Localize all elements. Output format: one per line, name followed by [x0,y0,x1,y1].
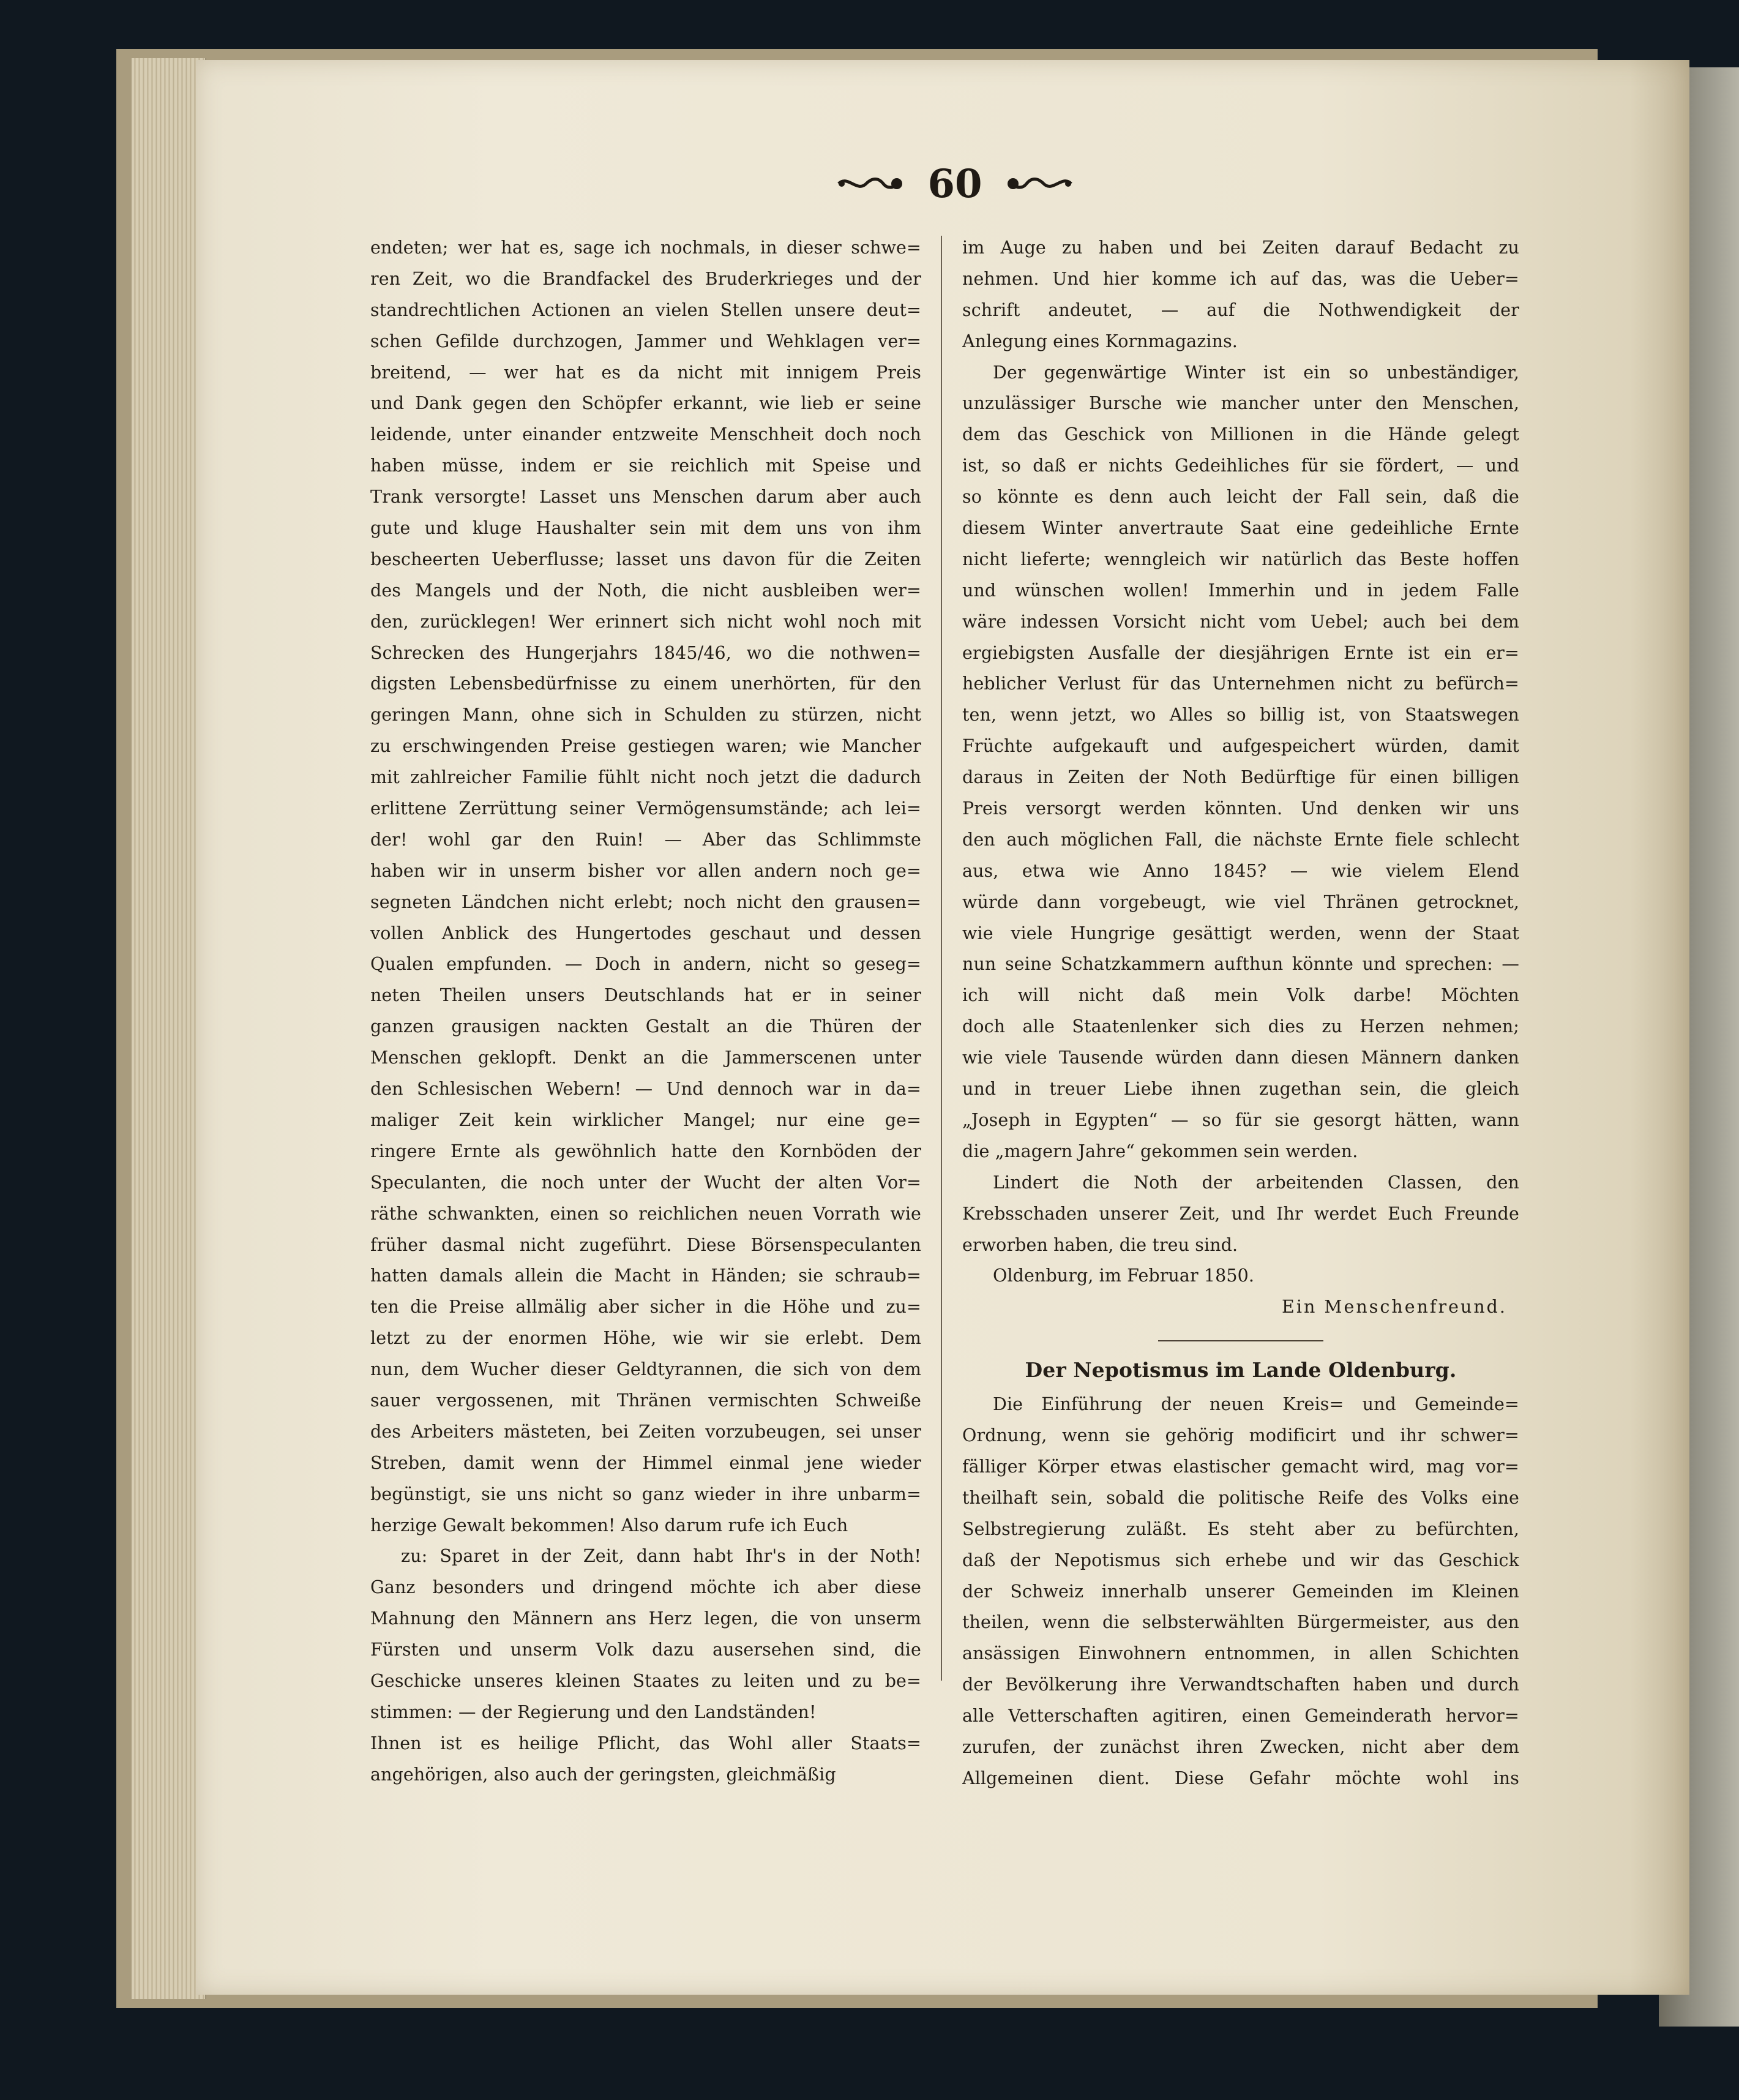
text-line: Schrecken des Hungerjahrs 1845/46, wo die nothwen= [370,642,921,663]
text-line: aus, etwa wie Anno 1845? — wie vielem Elend [962,860,1519,881]
text-line: angehörigen, also auch der geringsten, gleichmäßig [370,1764,836,1785]
text-line: standrechtlichen Actionen an vielen Stellen unsere deut= [370,299,921,320]
text-line: nicht lieferte; wenngleich wir natürlich das Beste hoffen [962,549,1519,569]
text-line: Fürsten und unserm Volk dazu ausersehen sind, die [370,1640,921,1660]
text-line: daß der Nepotismus sich erhebe und wir das Geschick [962,1550,1519,1570]
text-line: ansässigen Einwohnern entnommen, in allen Schichten [962,1643,1519,1664]
text-line: zu erschwingenden Preise gestiegen waren; wie Mancher [370,736,921,757]
text-line: hatten damals allein die Macht in Händen; sie schraub= [370,1266,921,1286]
text-line: wie viele Tausende würden dann diesen Männern danken [962,1048,1519,1068]
text-line: schen Gefilde durchzogen, Jammer und Wehklagen ver= [370,331,921,351]
text-line: Mahnung den Männern ans Herz legen, die von unserm [370,1608,921,1629]
text-line: doch alle Staatenlenker sich dies zu Herzen nehmen; [962,1016,1519,1037]
text-line: endeten; wer hat es, sage ich nochmals, in dieser schwe= [370,238,921,258]
text-line: und wünschen wollen! Immerhin und in jedem Falle [962,580,1519,601]
text-line: und in treuer Liebe ihnen zugethan sein, die gleich [962,1079,1519,1100]
text-line: den auch möglichen Fall, die nächste Ernte fiele schlecht [962,829,1519,850]
left-text-column [370,233,921,1791]
text-line: Anlegung eines Kornmagazins. [962,331,1238,351]
text-line: im Auge zu haben und bei Zeiten darauf Bedacht zu [962,238,1519,258]
text-line: Streben, damit wenn der Himmel einmal jene wieder [370,1452,921,1473]
text-line: bescheerten Ueberflusse; lasset uns davon für die Zeiten [370,549,921,569]
kornmagazin-article-text [962,233,1519,1261]
text-line: ergiebigsten Ausfalle der diesjährigen Ernte ist ein er= [962,642,1519,663]
text-line: segneten Ländchen nicht erlebt; noch nicht den grausen= [370,891,921,912]
text-line: Qualen empfunden. — Doch in andern, nicht so geseg= [370,954,921,975]
text-line: breitend, — wer hat es da nicht mit innigem Preis [370,362,921,383]
text-line: theilhaft sein, sobald die politische Reife des Volks eine [962,1487,1519,1508]
text-line: des Arbeiters mästeten, bei Zeiten vorzubeugen, sei unser [370,1421,921,1442]
text-line: erlittene Zerrüttung seiner Vermögensumstände; ach lei= [370,798,921,819]
text-line: leidende, unter einander entzweite Menschheit doch noch [370,424,921,445]
text-line: Lindert die Noth der arbeitenden Classen, den [993,1172,1519,1193]
section-heading: Der Nepotismus im Lande Oldenburg. [1025,1358,1457,1382]
text-line: Früchte aufgekauft und aufgespeichert würden, damit [962,736,1519,757]
text-line: zu: Sparet in der Zeit, dann habt Ihr's in der Noth! [401,1546,921,1567]
text-line: ten, wenn jetzt, wo Alles so billig ist, von Staatswegen [962,705,1519,726]
text-line: schrift andeutet, — auf die Nothwendigkeit der [962,299,1519,320]
text-line: den, zurücklegen! Wer erinnert sich nicht wohl noch mit [370,611,921,632]
text-line: fälliger Körper etwas elastischer gemacht wird, mag vor= [962,1456,1519,1477]
text-line: Preis versorgt werden könnten. Und denken wir uns [962,798,1519,819]
text-line: ringere Ernte als gewöhnlich hatte den Kornböden der [370,1141,921,1161]
text-line: Speculanten, die noch unter der Wucht der alten Vor= [370,1172,921,1193]
text-line: vollen Anblick des Hungertodes geschaut und dessen [370,923,921,943]
text-line: würde dann vorgebeugt, wie viel Thränen getrocknet, [962,891,1519,912]
page-edges [132,58,206,1999]
article-signature: Ein Menschenfreund. [1282,1297,1507,1318]
right-text-column [962,233,1519,1794]
text-line: haben wir in unserm bisher vor allen andern noch ge= [370,860,921,881]
text-line: Ihnen ist es heilige Pflicht, das Wohl aller Staats= [370,1733,921,1753]
text-line: ren Zeit, wo die Brandfackel des Bruderkrieges und der [370,268,921,289]
text-line: nun, dem Wucher dieser Geldtyrannen, die sich von dem [370,1359,921,1380]
text-line: begünstigt, sie uns nicht so ganz wieder in ihre unbarm= [370,1483,921,1504]
text-line: Der gegenwärtige Winter ist ein so unbeständiger, [993,362,1519,383]
nepotismus-article-text [962,1389,1519,1794]
text-line: alle Vetterschaften agitiren, einen Gemeinderath hervor= [962,1706,1519,1727]
text-line: haben müsse, indem er sie reichlich mit Speise und [370,456,921,476]
text-line: so könnte es denn auch leicht der Fall sein, daß die [962,487,1519,508]
text-line: neten Theilen unsers Deutschlands hat er in seiner [370,985,921,1006]
text-line: der Schweiz innerhalb unserer Gemeinden im Kleinen [962,1581,1519,1602]
text-line: der! wohl gar den Ruin! — Aber das Schlimmste [370,829,921,850]
text-line: den Schlesischen Webern! — Und dennoch war in da= [370,1079,921,1100]
page-header [820,156,1090,211]
right-ornament-icon [1001,168,1074,199]
article-dateline: Oldenburg, im Februar 1850. [993,1266,1254,1286]
text-line: letzt zu der enormen Höhe, wie wir sie erlebt. Dem [370,1328,921,1349]
text-line: Allgemeinen dient. Diese Gefahr möchte wohl ins [962,1768,1519,1788]
text-line: des Mangels und der Noth, die nicht ausbleiben wer= [370,580,921,601]
text-line: dem das Geschick von Millionen in die Hände gelegt [962,424,1519,445]
text-line: räthe schwankten, einen so reichlichen neuen Vorrath wie [370,1203,921,1224]
text-line: herzige Gewalt bekommen! Also darum rufe ich Euch [370,1515,848,1536]
text-line: wie viele Hungrige gesättigt werden, wenn der Staat [962,923,1519,943]
text-line: stimmen: — der Regierung und den Landständen! [370,1701,817,1722]
text-line: früher dasmal nicht zugeführt. Diese Börsenspeculanten [370,1234,921,1255]
text-line: ich will nicht daß mein Volk darbe! Möchten [962,985,1519,1006]
text-line: Krebsschaden unserer Zeit, und Ihr werdet Euch Freunde [962,1203,1519,1224]
text-line: Ganz besonders und dringend möchte ich aber diese [370,1577,921,1598]
text-line: diesem Winter anvertraute Saat eine gedeihliche Ernte [962,518,1519,539]
text-line: theilen, wenn die selbsterwählten Bürgermeister, aus den [962,1612,1519,1633]
text-line: heblicher Verlust für das Unternehmen nicht zu befürch= [962,673,1519,694]
text-line: Menschen geklopft. Denkt an die Jammerscenen unter [370,1048,921,1068]
text-line: gute und kluge Haushalter sein mit dem uns von ihm [370,518,921,539]
text-line: Die Einführung der neuen Kreis= und Gemeinde= [993,1394,1519,1415]
section-divider [1158,1340,1323,1341]
text-line: und Dank gegen den Schöpfer erkannt, wie lieb er seine [370,393,921,414]
text-line: zurufen, der zunächst ihren Zwecken, nicht aber dem [962,1736,1519,1757]
text-line: erworben haben, die treu sind. [962,1234,1238,1255]
text-line: ganzen grausigen nackten Gestalt an die Thüren der [370,1016,921,1037]
text-line: sauer vergossenen, mit Thränen vermischten Schweiße [370,1390,921,1411]
text-line: Geschicke unseres kleinen Staates zu leiten und zu be= [370,1670,921,1691]
text-line: nehmen. Und hier komme ich auf das, was die Ueber= [962,268,1519,289]
text-line: unzulässiger Bursche wie mancher unter den Menschen, [962,393,1519,414]
text-line: nun seine Schatzkammern aufthun könnte und sprechen: — [962,954,1519,975]
page-number: 60 [927,160,982,207]
text-line: Trank versorgte! Lasset uns Menschen darum aber auch [370,487,921,508]
text-line: ten die Preise allmälig aber sicher in die Höhe und zu= [370,1297,921,1318]
text-line: mit zahlreicher Familie fühlt nicht noch jetzt die dadurch [370,767,921,788]
text-line: „Joseph in Egypten“ — so für sie gesorgt hätten, wann [962,1109,1519,1130]
text-line: Ordnung, wenn sie gehörig modificirt und ihr schwer= [962,1425,1519,1446]
column-divider [941,236,942,1681]
text-line: daraus in Zeiten der Noth Bedürftige für einen billigen [962,767,1519,788]
left-ornament-icon [836,168,909,199]
text-line: maliger Zeit kein wirklicher Mangel; nur eine ge= [370,1109,921,1130]
text-line: digsten Lebensbedürfnisse zu einem unerhörten, für den [370,673,921,694]
text-line: wäre indessen Vorsicht nicht vom Uebel; auch bei dem [962,611,1519,632]
text-line: der Bevölkerung ihre Verwandtschaften haben und durch [962,1674,1519,1695]
text-line: Selbstregierung zuläßt. Es steht aber zu befürchten, [962,1518,1519,1539]
text-line: ist, so daß er nichts Gedeihliches für sie fördert, — und [962,456,1519,476]
text-line: die „magern Jahre“ gekommen sein werden. [962,1141,1358,1161]
text-line: geringen Mann, ohne sich in Schulden zu stürzen, nicht [370,705,921,726]
